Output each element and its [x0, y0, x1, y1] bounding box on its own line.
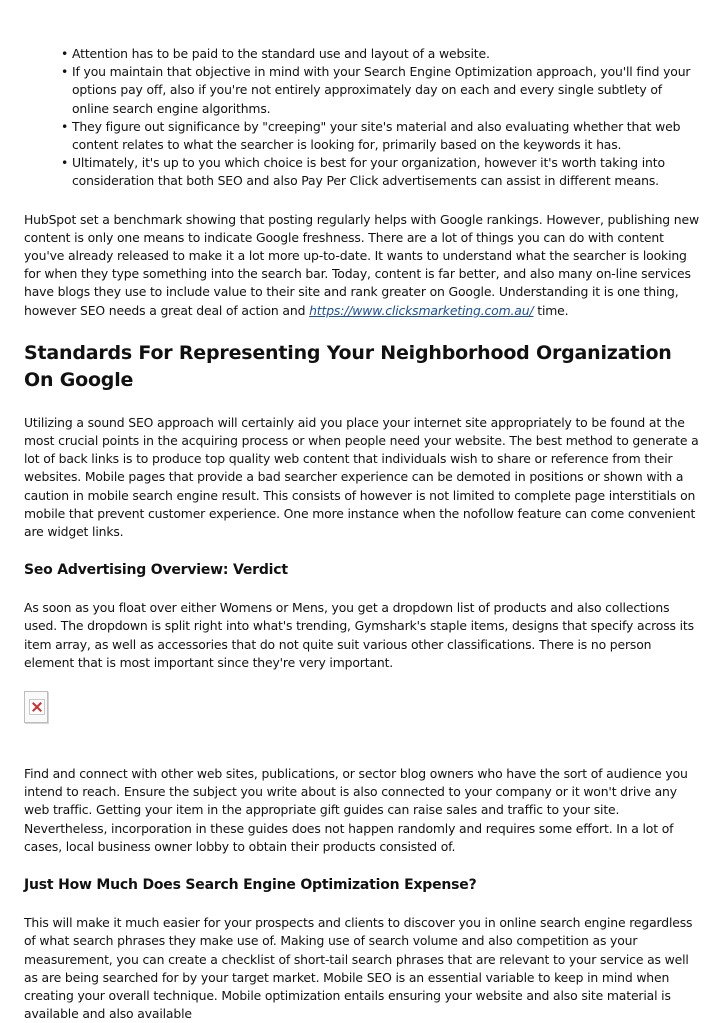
article-body	[24, 45, 700, 1023]
broken-image-icon	[24, 691, 48, 723]
clicksmarketing-link[interactable]: https://www.clicksmarketing.com.au/	[309, 302, 534, 318]
paragraph-seo-approach: Utilizing a sound SEO approach will certainly aid you place your internet site appropriately to be found at the most crucial points in the acquiring process or when people need your website. The best method to generate a lot of back links is to produce top quality web content that individuals wish to share or reference from their websites. Mobile pages that provide a bad searcher experience can be demoted in positions or shown with a caution in mobile search engine result. This consists of however is not limited to complete page interstitials on mobile that prevent customer experience. One more instance when the nofollow feature can come convenient are widget links.	[24, 414, 699, 540]
paragraph-dropdown: As soon as you float over either Womens or Mens, you get a dropdown list of products and also collections used. The dropdown is split right into what's trending, Gymshark's staple items, designs that specify across its item array, as well as accessories that do not quite suit various other classifications. There is no person element that is most important since they're very important.	[24, 600, 694, 670]
list-item: • They figure out significance by "creeping" your site's material and also evaluating whether that web content relates to what the searcher is looking for, primarily based on the keywords it has.	[72, 118, 700, 154]
paragraph-text: HubSpot set a benchmark showing that posting regularly helps with Google rankings. However, publishing new content is only one means to indicate Google freshness. There are a lot of things you can do with content you've already released to make it a lot more up-to-date. It wants to understand what the searcher is looking for when they type something into the search bar. Today, content is far better, and also many on-line services have blogs they use to include value to their site and rank greater on Google. Understanding it is one thing, however SEO needs a great deal of action and	[24, 211, 699, 318]
paragraph-hubspot	[24, 211, 700, 320]
section-heading-verdict: Seo Advertising Overview: Verdict	[24, 562, 288, 579]
paragraph-connect: Find and connect with other web sites, publications, or sector blog owners who have the sort of audience you intend to reach. Ensure the subject you write about is also connected to your company or it won't drive any web traffic. Getting your item in the appropriate gift guides can raise sales and traffic to your site. Nevertheless, incorporation in these guides does not happen randomly and requires some effort. In a lot of cases, local business owner lobby to obtain their products consisted of.	[24, 766, 688, 854]
list-item: • If you maintain that objective in mind with your Search Engine Optimization approach, you'll find your options pay off, also if you're not entirely approximately day on each and every single subtlety of online search engine algorithms.	[72, 63, 700, 118]
section-heading-expense: Just How Much Does Search Engine Optimization Expense?	[24, 877, 477, 894]
bullet-list	[24, 45, 700, 191]
paragraph-search-phrases: This will make it much easier for your prospects and clients to discover you in online search engine regardless of what search phrases they make use of. Making use of search volume and also competition as your measurement, you can create a checklist of short-tail search phrases that are relevant to your service as well as are being searched for by your target market. Mobile SEO is an essential variable to keep in mind when creating your overall technique. Mobile optimization entails ensuring your website and also site material is available and also available	[24, 915, 693, 1022]
paragraph-text-end: time.	[533, 302, 569, 318]
list-item: • Ultimately, it's up to you which choice is best for your organization, however it's worth taking into consideration that both SEO and also Pay Per Click advertisements can assist in different means.	[72, 154, 700, 190]
section-heading-standards: Standards For Representing Your Neighborhood Organization On Google	[24, 341, 672, 391]
list-item: • Attention has to be paid to the standard use and layout of a website.	[72, 45, 700, 63]
red-x-icon	[29, 699, 45, 715]
